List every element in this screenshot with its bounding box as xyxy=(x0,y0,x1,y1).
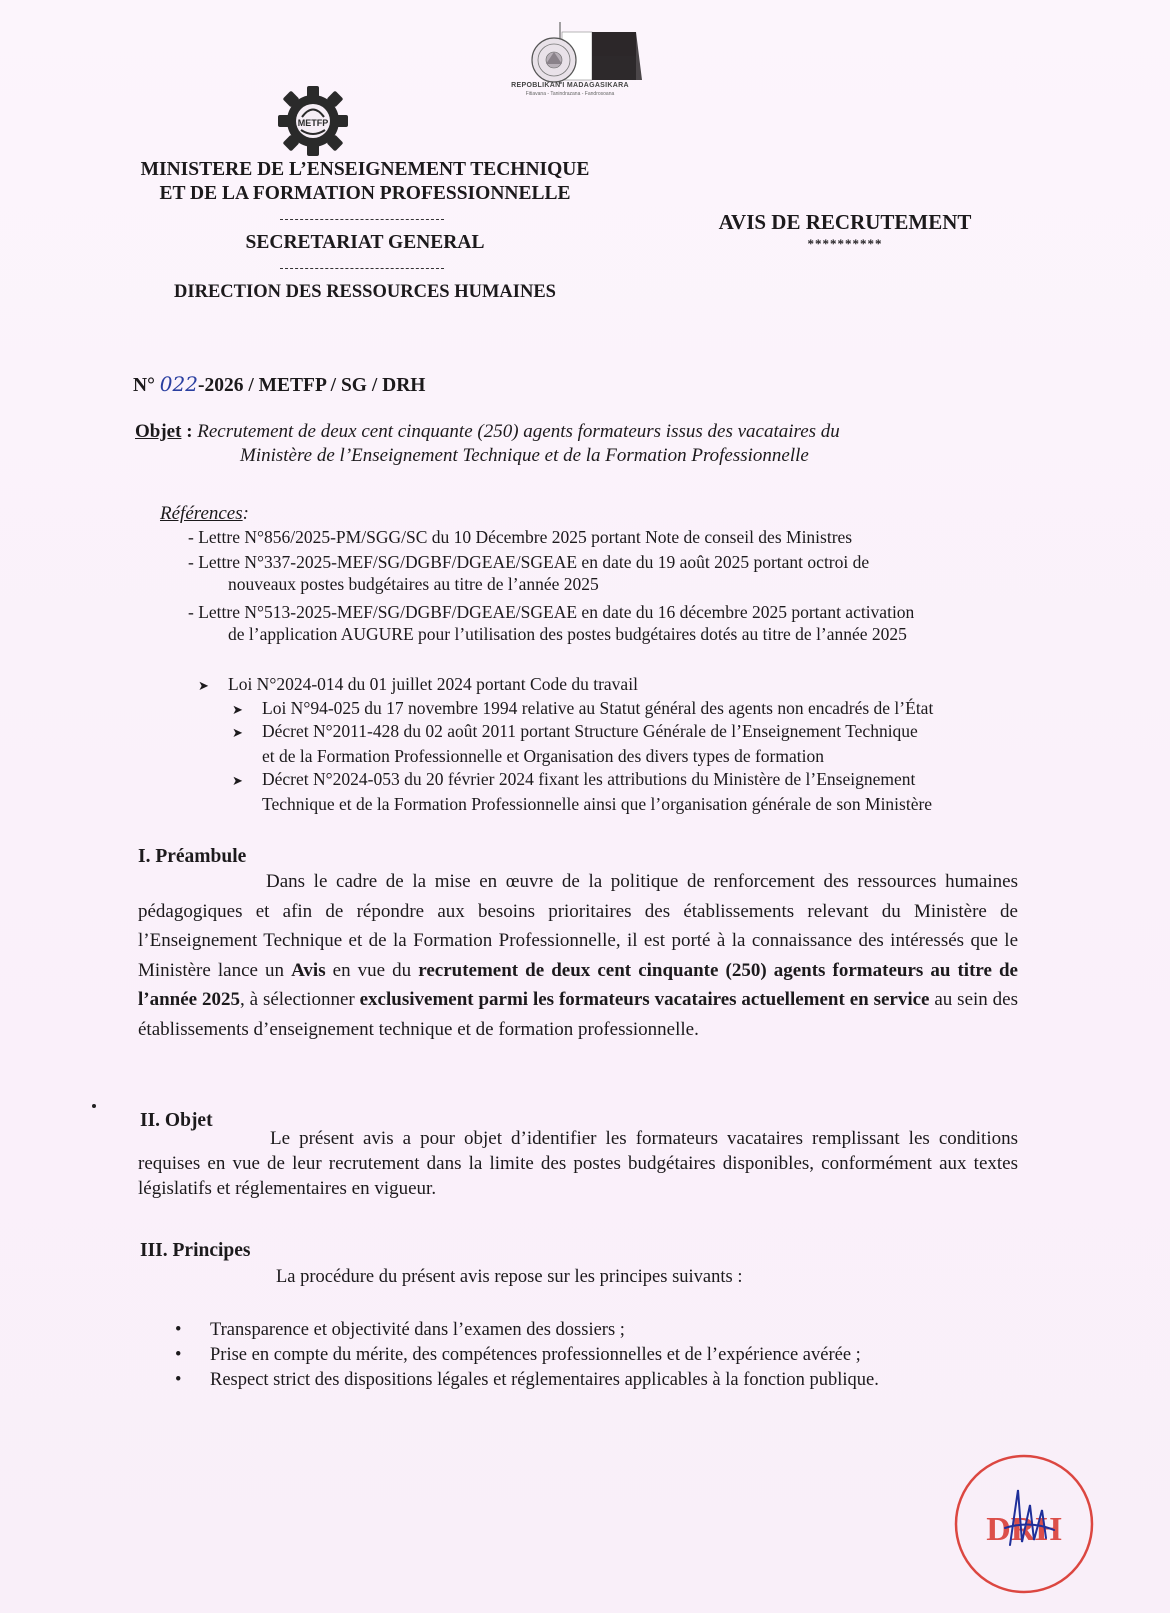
principes-intro: La procédure du présent avis repose sur les principes suivants : xyxy=(276,1267,743,1287)
metfp-logo-text: METFP xyxy=(297,118,329,128)
reference-suffix: -2026 / METFP / SG / DRH xyxy=(197,375,426,396)
republic-motto: Fitiavana - Tanindrazana - Fandrosoana xyxy=(525,91,615,97)
subject-separator: : xyxy=(181,421,198,442)
arrow-bullet-icon: ➤ xyxy=(198,679,209,694)
subject-line-2: Ministère de l’Enseignement Technique et de la Formation Professionnelle xyxy=(240,445,809,466)
section-title-principes: III. Principes xyxy=(140,1240,251,1261)
preambule-text: au sein des établissements d’enseignement technique et de formation professionnelle. xyxy=(138,989,1018,1040)
header-divider xyxy=(280,219,444,220)
reference-law-text: Décret N°2024-053 du 20 février 2024 fixant les attributions du Ministère de l’Enseignement xyxy=(262,769,916,789)
objet-paragraph: Le présent avis a pour objet d’identifier les formateurs vacataires remplissant les conditions requises en vue de leur recrutement dans la limite des postes budgétaires disponibles, conformément aux textes législatifs et réglementaires en vigueur. xyxy=(138,1128,1018,1199)
ministry-name xyxy=(100,158,630,206)
republic-emblem-icon xyxy=(492,18,652,102)
subject-line-1: Recrutement de deux cent cinquante (250) agents formateurs issus des vacataires du xyxy=(197,421,840,442)
reference-law xyxy=(232,768,1032,815)
reference-letter-continuation: nouveaux postes budgétaires au titre de l’année 2025 xyxy=(228,574,599,594)
reference-letter-text: - Lettre N°513-2025-MEF/SG/DGBF/DGEAE/SGEAE en date du 16 décembre 2025 portant activation xyxy=(188,602,915,622)
reference-law-text: Loi N°94-025 du 17 novembre 1994 relative au Statut général des agents non encadrés de l’État xyxy=(262,698,934,718)
subject-label: Objet xyxy=(135,421,182,442)
subject-block xyxy=(135,420,1015,468)
header-divider xyxy=(280,268,444,269)
reference-law xyxy=(198,673,1018,698)
ink-speck xyxy=(92,1104,96,1108)
preambule-bold: Avis xyxy=(291,959,326,981)
preambule-bold: recrutement de deux cent cinquante (250) agents formateurs au titre de l’année 2025 xyxy=(138,959,1018,1010)
references-title xyxy=(160,503,249,525)
reference-letter xyxy=(188,526,1028,548)
reference-law-continuation: Technique et de la Formation Professionnelle ainsi que l’organisation générale de son Ministère xyxy=(262,794,933,814)
arrow-bullet-icon: ➤ xyxy=(232,726,243,741)
preambule-paragraph xyxy=(138,867,1018,1044)
preambule-text: , à sélectionner xyxy=(240,989,360,1010)
stamp-text: DRH xyxy=(986,1511,1062,1548)
reference-letter-text: - Lettre N°337-2025-MEF/SG/DGBF/DGEAE/SGEAE en date du 19 août 2025 portant octroi de xyxy=(188,552,870,572)
list-item: • Respect strict des dispositions légales et réglementaires applicables à la fonction publique. xyxy=(175,1368,1055,1393)
metfp-gear-logo-icon xyxy=(276,84,350,158)
reference-law xyxy=(232,720,1032,767)
preambule-text: en vue du xyxy=(325,959,419,981)
list-item: • Transparence et objectivité dans l’examen des dossiers ; xyxy=(175,1318,1055,1343)
section-title-objet: II. Objet xyxy=(140,1110,213,1131)
secretariat-general: SECRETARIAT GENERAL xyxy=(245,232,485,253)
drh-stamp-icon xyxy=(950,1450,1098,1598)
list-item: • Prise en compte du mérite, des compétences professionnelles et de l’expérience avérée ; xyxy=(175,1343,1055,1368)
arrow-bullet-icon: ➤ xyxy=(232,703,243,718)
references-title-suffix: : xyxy=(242,503,249,524)
reference-law xyxy=(232,697,1032,722)
section-title-preambule: I. Préambule xyxy=(138,846,247,867)
republic-caption: REPOBLIKAN'I MADAGASIKARA xyxy=(511,82,629,89)
reference-number xyxy=(133,372,425,397)
reference-letter xyxy=(188,551,1028,595)
references-title-text: Références xyxy=(160,503,243,524)
reference-law-text: Loi N°2024-014 du 01 juillet 2024 portant Code du travail xyxy=(228,674,638,694)
preambule-bold: exclusivement parmi les formateurs vacataires actuellement en service xyxy=(359,989,930,1010)
reference-prefix: N° xyxy=(133,375,155,396)
reference-law-continuation: et de la Formation Professionnelle et Organisation des divers types de formation xyxy=(262,746,824,766)
arrow-bullet-icon: ➤ xyxy=(232,774,243,789)
notice-stars: ********** xyxy=(807,236,883,251)
notice-title: AVIS DE RECRUTEMENT xyxy=(718,210,972,234)
ministry-line-1: MINISTERE DE L’ENSEIGNEMENT TECHNIQUE xyxy=(140,159,590,180)
handwritten-number: 022 xyxy=(159,372,198,396)
preambule-text: Dans le cadre de la mise en œuvre de la politique de renforcement des ressources humaines pédagogiques et afin de répondre aux besoins prioritaires des établissements relevant du Ministère de l’Enseignement Technique et de la Formation Professionnelle, il est porté à la connaissance des intéressés que le Ministère lance un xyxy=(138,871,1018,981)
reference-law-text: Décret N°2011-428 du 02 août 2011 portant Structure Générale de l’Enseignement Technique xyxy=(262,721,918,741)
direction-name: DIRECTION DES RESSOURCES HUMAINES xyxy=(174,282,556,302)
principes-list xyxy=(175,1318,1055,1393)
reference-letter xyxy=(188,601,1028,645)
ministry-line-2: ET DE LA FORMATION PROFESSIONNELLE xyxy=(159,183,571,204)
reference-letter-continuation: de l’application AUGURE pour l’utilisation des postes budgétaires dotés au titre de l’année 2025 xyxy=(228,624,907,644)
reference-letter-text: - Lettre N°856/2025-PM/SGG/SC du 10 Décembre 2025 portant Note de conseil des Ministres xyxy=(188,527,853,547)
